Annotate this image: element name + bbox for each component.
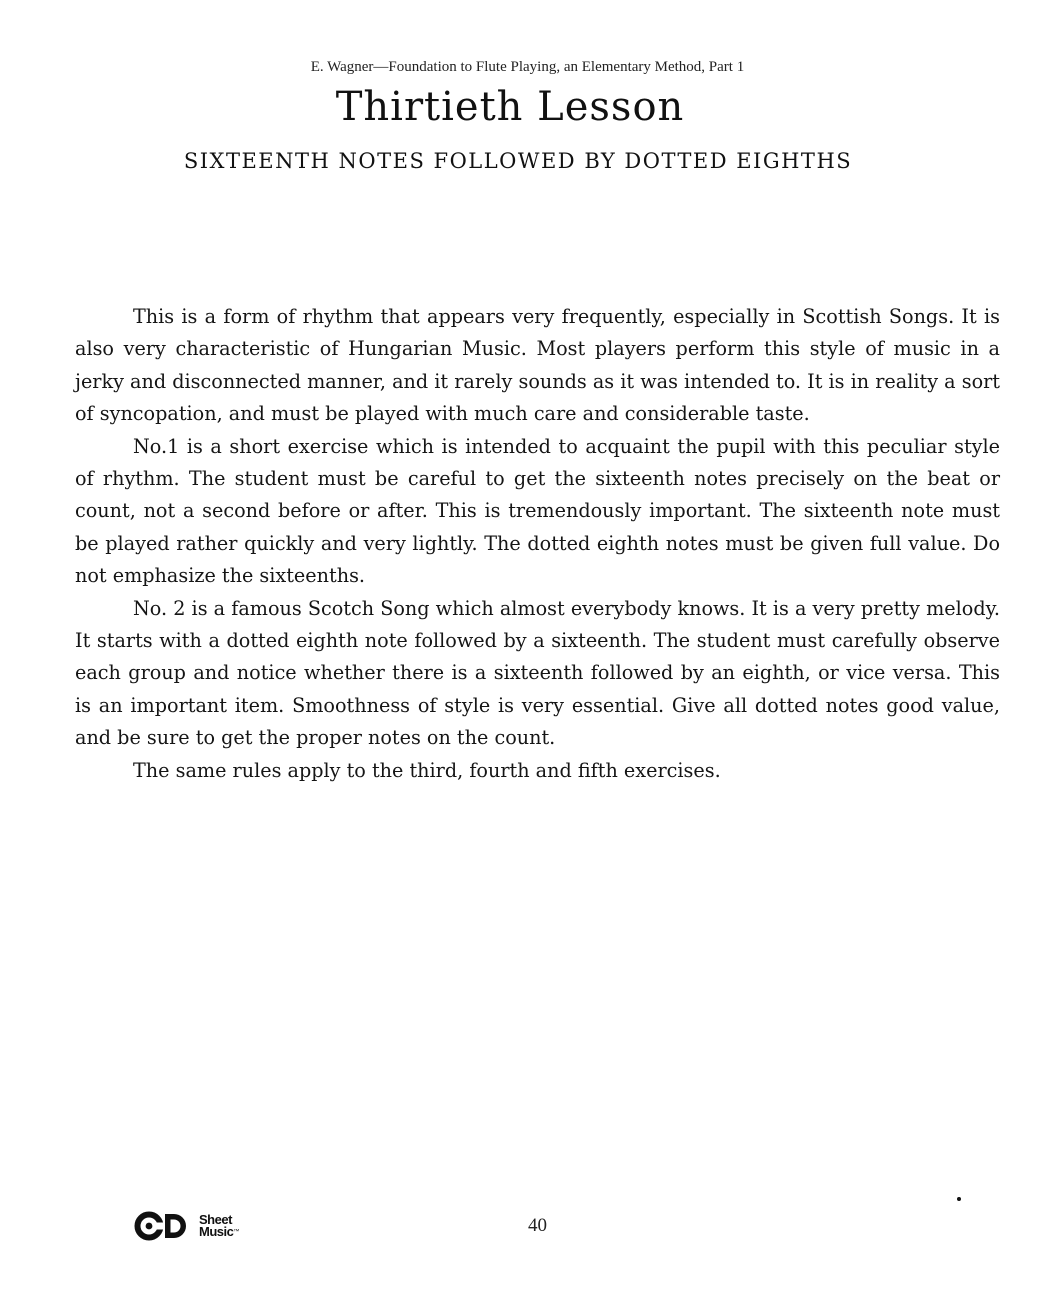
lesson-title: Thirtieth Lesson [335, 84, 685, 130]
paragraph-exercises-3-5: The same rules apply to the third, fourth and fifth exercises. [133, 758, 721, 782]
paragraph-exercise-2: No. 2 is a famous Scotch Song which almost everybody knows. It is a very pretty melody. It starts with a dotted eighth note followed by a sixteenth. The student must carefully observe each group and notice whether there is a sixteenth followed by an eighth, or vice versa. This is an important item. Smoothness of style is very essential. Give all dotted notes good value, and be sure to get the proper notes on the count. [75, 596, 1000, 750]
scan-speck [957, 1197, 961, 1201]
logo-text-music: Music [199, 1224, 234, 1239]
trademark-mark: ™ [233, 1229, 239, 1235]
lesson-body [75, 301, 1000, 787]
paragraph-exercise-1: No.1 is a short exercise which is intended to acquaint the pupil with this peculiar style of rhythm. The student must be careful to get the sixteenth notes precisely on the beat or count, not a second before or after. This is tremendously important. The sixteenth note must be played rather quickly and very lightly. The dotted eighth notes must be given full value. Do not emphasize the sixteenths. [75, 434, 1000, 588]
page-number: 40 [528, 1215, 547, 1236]
lesson-subtitle: SIXTEENTH NOTES FOLLOWED BY DOTTED EIGHTHS [183, 149, 853, 173]
running-header: E. Wagner—Foundation to Flute Playing, an Elementary Method, Part 1 [310, 59, 745, 75]
logo-text-sheet: Sheet [199, 1212, 232, 1227]
paragraph-rhythm-intro: This is a form of rhythm that appears very frequently, especially in Scottish Songs. It is also very characteristic of Hungarian Music. Most players perform this style of music in a jerky and disconnected manner, and it rarely sounds as it was intended to. It is in reality a sort of syncopation, and must be played with much care and considerable taste. [75, 305, 1000, 426]
